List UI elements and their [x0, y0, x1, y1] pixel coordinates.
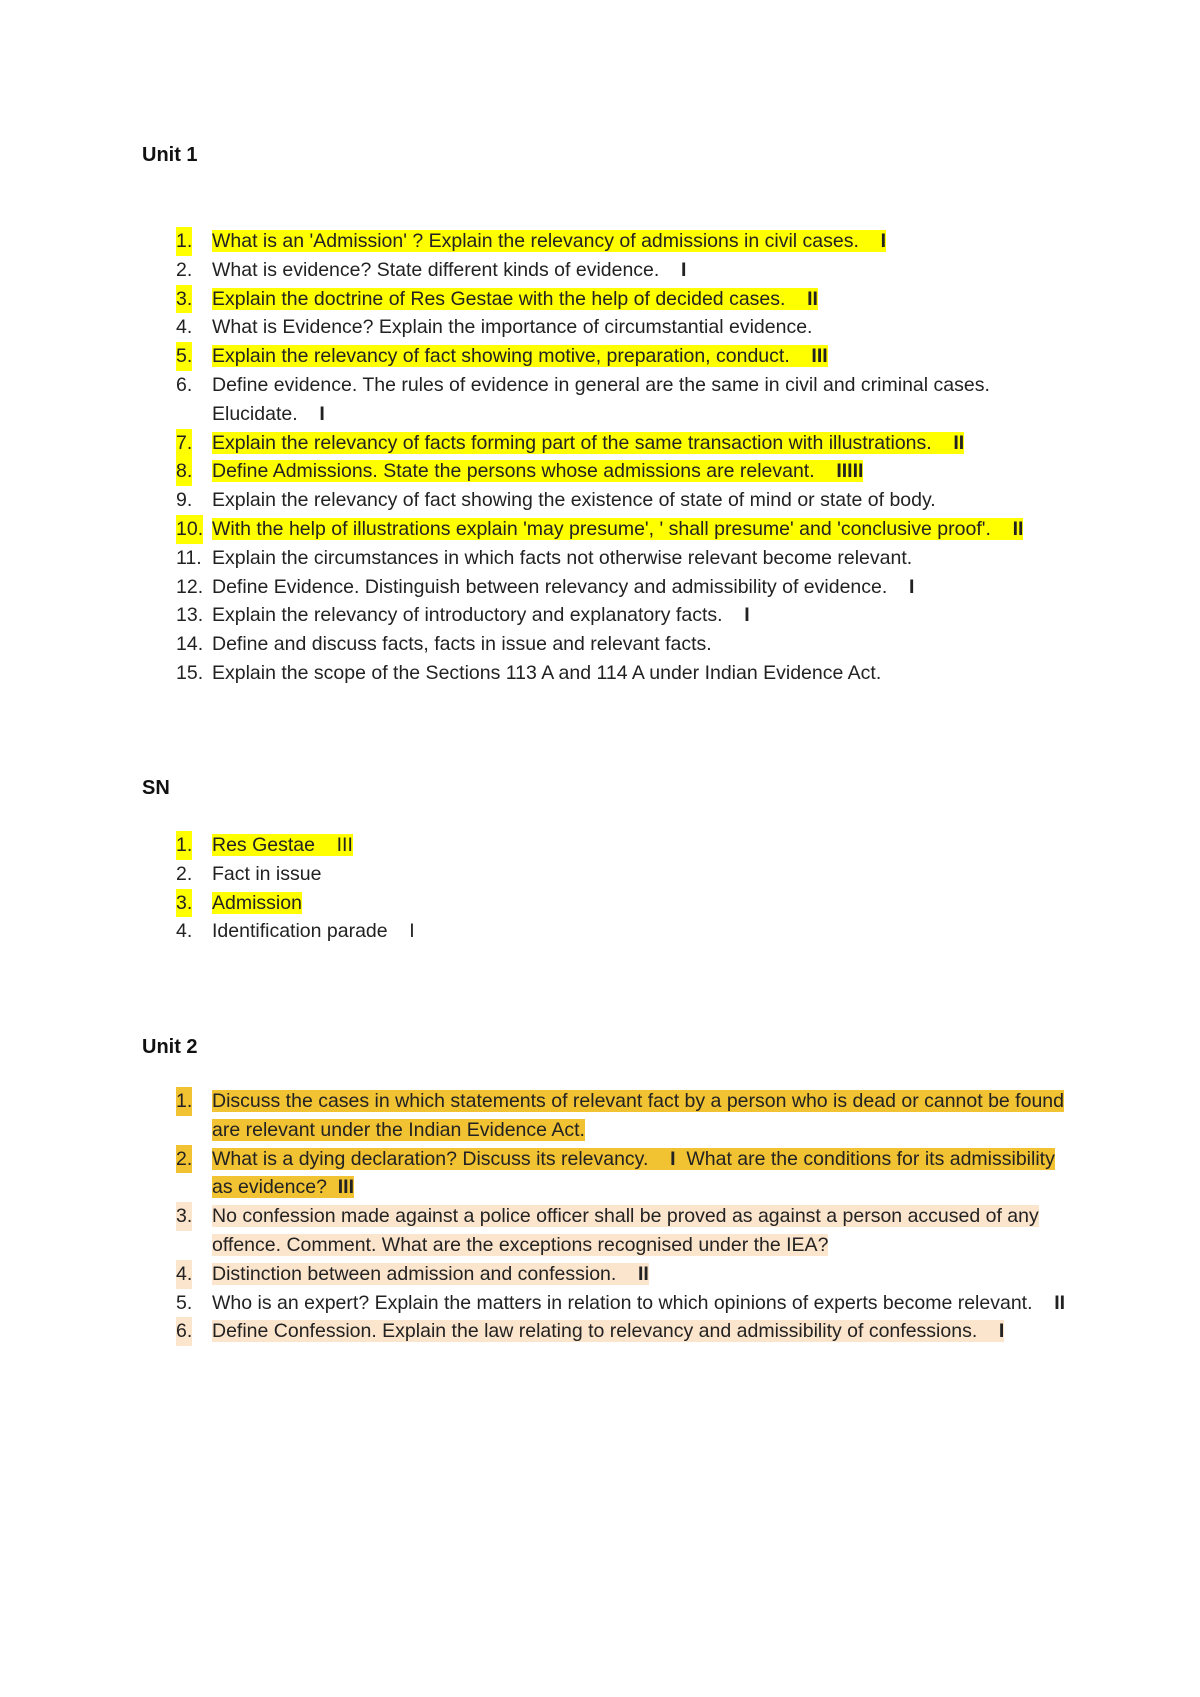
list-item: [176, 342, 1076, 371]
list-item: [176, 313, 1076, 342]
question-text: Explain the relevancy of introductory and explanatory facts.: [212, 604, 723, 627]
question-text: Define Evidence. Distinguish between relevancy and admissibility of evidence.: [212, 575, 888, 598]
item-text: [212, 1205, 1039, 1256]
item-text: [212, 576, 914, 598]
question-text: What is evidence? State different kinds of evidence.: [212, 258, 660, 281]
list-item: [176, 831, 1076, 860]
item-text: [212, 374, 990, 425]
list-item: [176, 860, 1076, 889]
list-item: [176, 889, 1076, 918]
item-number: 4.: [176, 316, 193, 339]
item-text: [212, 288, 818, 310]
question-text: What is Evidence? Explain the importance of circumstantial evidence.: [212, 316, 813, 339]
frequency-mark: I: [681, 258, 687, 281]
question-text: With the help of illustrations explain 'may presume', ' shall presume' and 'conclusive proof'.: [212, 517, 991, 540]
item-number: 7.: [176, 429, 192, 458]
sn-topic-list: [176, 831, 1076, 946]
list-item: [176, 227, 1076, 256]
item-number: 2.: [176, 862, 193, 885]
item-number: 3.: [176, 285, 192, 314]
item-text: [212, 316, 812, 338]
unit2-heading: Unit 2: [142, 1036, 198, 1058]
question-text: Explain the relevancy of facts forming part of the same transaction with illustrations.: [212, 431, 932, 454]
frequency-mark: I: [319, 402, 325, 425]
item-text: [212, 1090, 1064, 1141]
frequency-mark: III: [337, 1176, 355, 1199]
item-number: 14.: [176, 633, 204, 656]
frequency-mark: III: [811, 345, 828, 368]
item-number: 3.: [176, 1202, 192, 1231]
frequency-mark: II: [637, 1262, 649, 1285]
list-item: [176, 544, 1076, 573]
question-text: Explain the scope of the Sections 113 A and 114 A under Indian Evidence Act.: [212, 661, 882, 684]
question-text: Res Gestae: [212, 834, 315, 856]
item-number: 13.: [176, 604, 204, 627]
item-number: 15.: [176, 661, 204, 684]
question-text: No confession made against a police officer shall be proved as against a person accused of any offence. Comment. What are the exceptions recognised under the IEA?: [212, 1205, 1039, 1256]
list-item: [176, 515, 1076, 544]
question-text: Distinction between admission and confession.: [212, 1262, 617, 1285]
item-number: 5.: [176, 342, 192, 371]
question-text: Explain the relevancy of fact showing motive, preparation, conduct.: [212, 345, 790, 368]
list-item: [176, 1087, 1076, 1145]
question-text: Who is an expert? Explain the matters in relation to which opinions of experts become relevant.: [212, 1291, 1033, 1314]
item-number: 4.: [176, 1260, 192, 1289]
item-text: [212, 1320, 1004, 1342]
list-item: [176, 486, 1076, 515]
item-number: 9.: [176, 489, 193, 512]
list-item: [176, 659, 1076, 688]
item-number: 5.: [176, 1291, 193, 1314]
item-text: [212, 432, 964, 454]
list-item: [176, 457, 1076, 486]
item-text: [212, 834, 353, 856]
item-text: [212, 460, 863, 482]
list-item: [176, 630, 1076, 659]
frequency-mark: I: [880, 230, 886, 252]
item-text: [212, 604, 750, 626]
item-number: 6.: [176, 1317, 192, 1346]
item-number: 11.: [176, 546, 202, 569]
list-item: [176, 917, 1076, 946]
frequency-mark: II: [953, 431, 965, 454]
frequency-mark: I: [998, 1320, 1005, 1343]
item-number: 2.: [176, 258, 193, 281]
item-text: [212, 1263, 649, 1285]
item-number: 1.: [176, 1087, 192, 1116]
frequency-mark: II: [807, 287, 818, 310]
item-text: [212, 259, 686, 281]
item-text: [212, 892, 302, 914]
item-number: 3.: [176, 889, 192, 918]
frequency-mark: II: [1012, 517, 1024, 540]
frequency-mark: IIIII: [836, 460, 864, 483]
item-number: 8.: [176, 457, 192, 486]
item-number: 6.: [176, 373, 193, 396]
frequency-mark: I: [744, 604, 750, 627]
list-item: [176, 601, 1076, 630]
item-text: [212, 547, 912, 569]
item-text: [212, 662, 881, 684]
list-item: [176, 1145, 1076, 1203]
list-item: [176, 1260, 1076, 1289]
list-item: [176, 429, 1076, 458]
question-text: Define and discuss facts, facts in issue and relevant facts.: [212, 633, 712, 656]
list-item: [176, 256, 1076, 285]
question-text: Explain the doctrine of Res Gestae with the help of decided cases.: [212, 287, 786, 310]
frequency-mark: III: [336, 834, 353, 856]
frequency-mark: I: [670, 1147, 676, 1170]
item-text: [212, 518, 1023, 540]
list-item: [176, 1289, 1076, 1318]
question-text: Identification parade: [212, 920, 388, 943]
item-text: [212, 863, 321, 885]
item-text: [212, 489, 936, 511]
list-item: [176, 1202, 1076, 1260]
list-item: [176, 1317, 1076, 1346]
item-number: 4.: [176, 920, 193, 943]
item-number: 1.: [176, 831, 192, 860]
item-number: 2.: [176, 1145, 192, 1174]
sn-heading: SN: [142, 777, 170, 799]
question-text: Define evidence. The rules of evidence in general are the same in civil and criminal cases. Elucidate.: [212, 373, 990, 425]
question-text: Fact in issue: [212, 862, 322, 885]
frequency-mark: I: [409, 920, 415, 943]
frequency-mark: I: [908, 575, 915, 598]
item-number: 1.: [176, 227, 192, 256]
item-text: [212, 345, 828, 367]
item-text: [212, 920, 415, 942]
question-text-continued: What are the conditions for its admissibility as evidence?: [212, 1147, 1055, 1199]
item-text: [212, 1148, 1055, 1199]
question-text: Define Confession. Explain the law relating to relevancy and admissibility of confessions.: [212, 1320, 978, 1343]
list-item: [176, 285, 1076, 314]
list-item: [176, 371, 1076, 429]
question-text: What is an 'Admission' ? Explain the relevancy of admissions in civil cases.: [212, 230, 859, 252]
question-text: What is a dying declaration? Discuss its relevancy.: [212, 1147, 649, 1170]
question-text: Explain the relevancy of fact showing the existence of state of mind or state of body.: [212, 489, 936, 512]
item-text: [212, 1292, 1065, 1314]
question-text: Explain the circumstances in which facts not otherwise relevant become relevant.: [212, 546, 913, 569]
item-text: [212, 230, 886, 252]
unit1-question-list: [176, 227, 1076, 688]
unit1-heading: Unit 1: [142, 144, 198, 166]
question-text: Admission: [212, 891, 302, 914]
item-number: 10.: [176, 515, 203, 544]
list-item: [176, 573, 1076, 602]
unit2-question-list: [176, 1087, 1076, 1346]
item-number: 12.: [176, 575, 204, 598]
question-text: Discuss the cases in which statements of relevant fact by a person who is dead or cannot be found are relevant under the Indian Evidence Act.: [212, 1090, 1064, 1141]
item-text: [212, 633, 712, 655]
question-text: Define Admissions. State the persons whose admissions are relevant.: [212, 460, 815, 483]
frequency-mark: II: [1054, 1291, 1066, 1314]
